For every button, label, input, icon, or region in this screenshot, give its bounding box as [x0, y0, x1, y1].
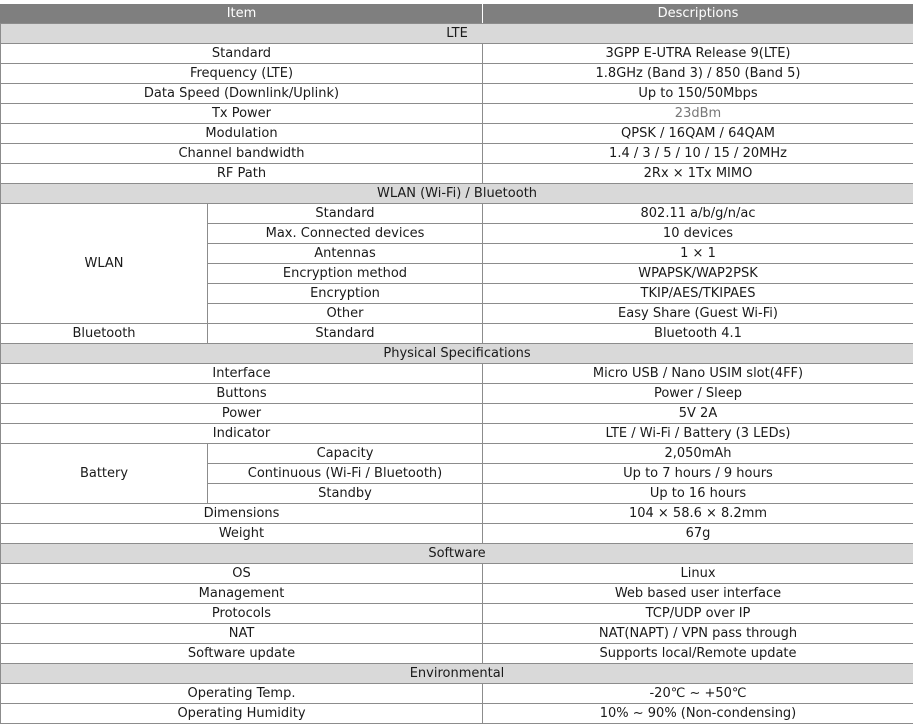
table-row — [1, 364, 913, 384]
row-item: Capacity — [208, 444, 483, 464]
table-row — [1, 584, 913, 604]
row-item: Standby — [208, 484, 483, 504]
row-desc: 1.4 / 3 / 5 / 10 / 15 / 20MHz — [483, 144, 913, 164]
row-desc: 5V 2A — [483, 404, 913, 424]
table-row — [1, 124, 913, 144]
table-row — [1, 604, 913, 624]
row-item: Interface — [1, 364, 483, 384]
row-desc: Power / Sleep — [483, 384, 913, 404]
group-label-battery: Battery — [1, 444, 208, 504]
row-desc: -20℃ ~ +50℃ — [483, 684, 913, 704]
row-desc: 10% ~ 90% (Non-condensing) — [483, 704, 913, 724]
row-desc: 2,050mAh — [483, 444, 913, 464]
row-item: Data Speed (Downlink/Uplink) — [1, 84, 483, 104]
row-desc: Easy Share (Guest Wi-Fi) — [483, 304, 913, 324]
row-item: Weight — [1, 524, 483, 544]
row-item: Dimensions — [1, 504, 483, 524]
row-desc: Micro USB / Nano USIM slot(4FF) — [483, 364, 913, 384]
row-item: Modulation — [1, 124, 483, 144]
section-software — [1, 544, 913, 564]
table-row — [1, 704, 913, 724]
row-desc: TKIP/AES/TKIPAES — [483, 284, 913, 304]
group-label-wlan: WLAN — [1, 204, 208, 324]
row-desc: 67g — [483, 524, 913, 544]
row-desc: 1.8GHz (Band 3) / 850 (Band 5) — [483, 64, 913, 84]
row-item: Tx Power — [1, 104, 483, 124]
row-item: Buttons — [1, 384, 483, 404]
row-desc: Bluetooth 4.1 — [483, 324, 913, 344]
row-item: Channel bandwidth — [1, 144, 483, 164]
table-row — [1, 684, 913, 704]
row-item: RF Path — [1, 164, 483, 184]
row-desc: 3GPP E-UTRA Release 9(LTE) — [483, 44, 913, 64]
table-header-row — [1, 4, 913, 24]
header-descriptions: Descriptions — [483, 4, 913, 24]
table-row — [1, 64, 913, 84]
row-desc: TCP/UDP over IP — [483, 604, 913, 624]
spec-table — [0, 3, 913, 724]
row-desc: Supports local/Remote update — [483, 644, 913, 664]
table-row — [1, 204, 913, 224]
row-item: Continuous (Wi-Fi / Bluetooth) — [208, 464, 483, 484]
table-row — [1, 144, 913, 164]
row-desc: 802.11 a/b/g/n/ac — [483, 204, 913, 224]
section-title: Physical Specifications — [1, 344, 913, 364]
row-desc: Linux — [483, 564, 913, 584]
table-row — [1, 164, 913, 184]
row-item: Antennas — [208, 244, 483, 264]
row-item: NAT — [1, 624, 483, 644]
row-desc: Web based user interface — [483, 584, 913, 604]
table-row — [1, 324, 913, 344]
row-desc: 10 devices — [483, 224, 913, 244]
row-item: Max. Connected devices — [208, 224, 483, 244]
row-desc: 2Rx × 1Tx MIMO — [483, 164, 913, 184]
row-item: Indicator — [1, 424, 483, 444]
table-row — [1, 84, 913, 104]
table-row — [1, 384, 913, 404]
row-desc: 104 × 58.6 × 8.2mm — [483, 504, 913, 524]
row-item: Other — [208, 304, 483, 324]
table-row — [1, 444, 913, 464]
table-row — [1, 104, 913, 124]
table-row — [1, 524, 913, 544]
row-desc: Up to 150/50Mbps — [483, 84, 913, 104]
row-desc: LTE / Wi-Fi / Battery (3 LEDs) — [483, 424, 913, 444]
row-desc: WPAPSK/WAP2PSK — [483, 264, 913, 284]
row-item: Operating Temp. — [1, 684, 483, 704]
row-desc: Up to 16 hours — [483, 484, 913, 504]
row-desc: QPSK / 16QAM / 64QAM — [483, 124, 913, 144]
row-item: Management — [1, 584, 483, 604]
section-lte — [1, 24, 913, 44]
table-row — [1, 424, 913, 444]
section-title: Software — [1, 544, 913, 564]
row-desc: 1 × 1 — [483, 244, 913, 264]
row-desc: 23dBm — [483, 104, 913, 124]
table-row — [1, 624, 913, 644]
row-item: Encryption method — [208, 264, 483, 284]
header-item: Item — [1, 4, 483, 24]
row-item: Standard — [1, 44, 483, 64]
row-desc: Up to 7 hours / 9 hours — [483, 464, 913, 484]
table-row — [1, 404, 913, 424]
table-row — [1, 644, 913, 664]
row-item: Software update — [1, 644, 483, 664]
row-item: Standard — [208, 204, 483, 224]
row-item: OS — [1, 564, 483, 584]
section-title: Environmental — [1, 664, 913, 684]
section-title: LTE — [1, 24, 913, 44]
row-item: Protocols — [1, 604, 483, 624]
section-wlan-bluetooth — [1, 184, 913, 204]
section-environmental — [1, 664, 913, 684]
group-label-bluetooth: Bluetooth — [1, 324, 208, 344]
row-desc: NAT(NAPT) / VPN pass through — [483, 624, 913, 644]
row-item: Power — [1, 404, 483, 424]
section-physical — [1, 344, 913, 364]
table-row — [1, 564, 913, 584]
row-item: Standard — [208, 324, 483, 344]
table-row — [1, 44, 913, 64]
row-item: Encryption — [208, 284, 483, 304]
row-item: Frequency (LTE) — [1, 64, 483, 84]
row-item: Operating Humidity — [1, 704, 483, 724]
table-row — [1, 504, 913, 524]
section-title: WLAN (Wi-Fi) / Bluetooth — [1, 184, 913, 204]
